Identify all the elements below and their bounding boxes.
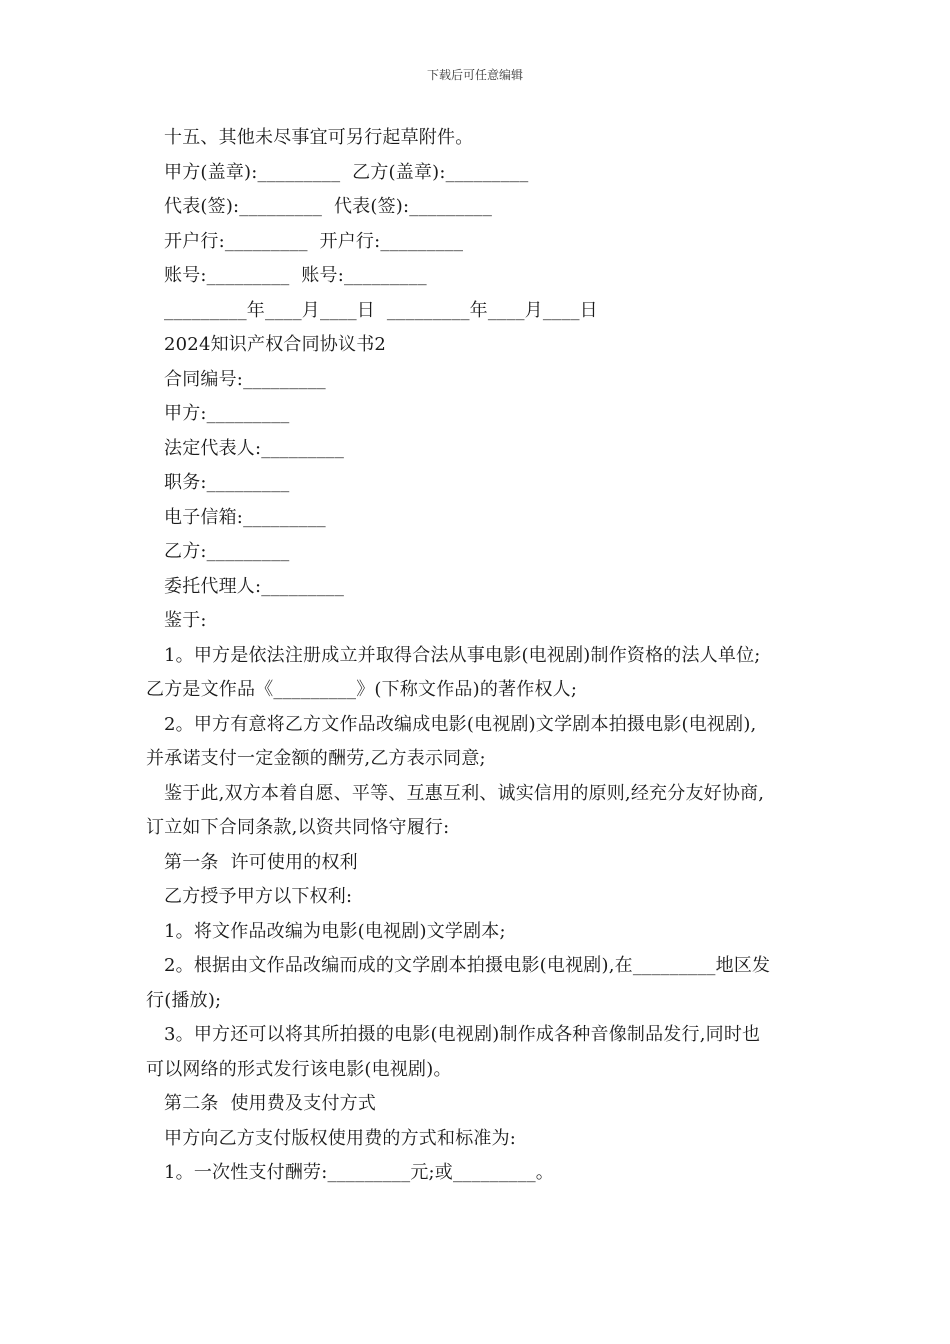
page-header: 下载后可任意编辑 [426,68,523,82]
position-field: 职务:_________ [164,472,290,493]
article-one-item-1: 1。将文作品改编为电影(电视剧)文学剧本; [164,920,506,942]
clause-fifteen: 十五、其他未尽事宜可另行起草附件。 [164,127,474,148]
date-line: _________年____月____日 _________年____月____日 [164,299,598,321]
contract-number-field: 合同编号:_________ [164,368,326,390]
article-one-item-3-cont: 可以网络的形式发行该电影(电视剧)。 [146,1058,452,1080]
whereas-item-1: 1。甲方是依法注册成立并取得合法从事电影(电视剧)制作资格的法人单位; [164,644,761,666]
email-field: 电子信箱:_________ [164,506,326,528]
article-one-heading: 第一条 许可使用的权利 [164,851,358,873]
whereas-item-1-cont: 乙方是文作品《_________》(下称文作品)的著作权人; [146,679,578,700]
article-two-intro: 甲方向乙方支付版权使用费的方式和标准为: [164,1127,517,1149]
signature-representative-line: 代表(签):_________ 代表(签):_________ [164,196,493,217]
article-one-item-3: 3。甲方还可以将其所拍摄的电影(电视剧)制作成各种音像制品发行,同时也 [164,1024,761,1045]
agreement-preamble: 鉴于此,双方本着自愿、平等、互惠互利、诚实信用的原则,经充分友好协商, [164,782,765,804]
whereas-item-2: 2。甲方有意将乙方文作品改编成电影(电视剧)文学剧本拍摄电影(电视剧), [164,713,757,735]
whereas-item-2-cont: 并承诺支付一定金额的酬劳,乙方表示同意; [146,748,486,769]
party-b-field: 乙方:_________ [164,541,290,562]
whereas-heading: 鉴于: [164,610,207,631]
article-two-item-1: 1。一次性支付酬劳:_________元;或_________。 [164,1162,554,1183]
article-one-item-2: 2。根据由文作品改编而成的文学剧本拍摄电影(电视剧),在_________地区发 [164,955,771,976]
document-body [146,121,810,1191]
account-line: 账号:_________ 账号:_________ [164,265,427,286]
article-one-item-2-cont: 行(播放); [146,989,222,1011]
signature-seal-line: 甲方(盖章):_________ 乙方(盖章):_________ [164,161,529,183]
bank-line: 开户行:_________ 开户行:_________ [164,230,464,252]
agent-field: 委托代理人:_________ [164,575,345,597]
legal-representative-field: 法定代表人:_________ [164,437,345,459]
contract-title: 2024知识产权合同协议书2 [164,334,387,355]
agreement-preamble-cont: 订立如下合同条款,以资共同恪守履行: [146,817,450,838]
article-two-heading: 第二条 使用费及支付方式 [164,1093,377,1114]
party-a-field: 甲方:_________ [164,403,290,424]
article-one-intro: 乙方授予甲方以下权利: [164,886,353,907]
